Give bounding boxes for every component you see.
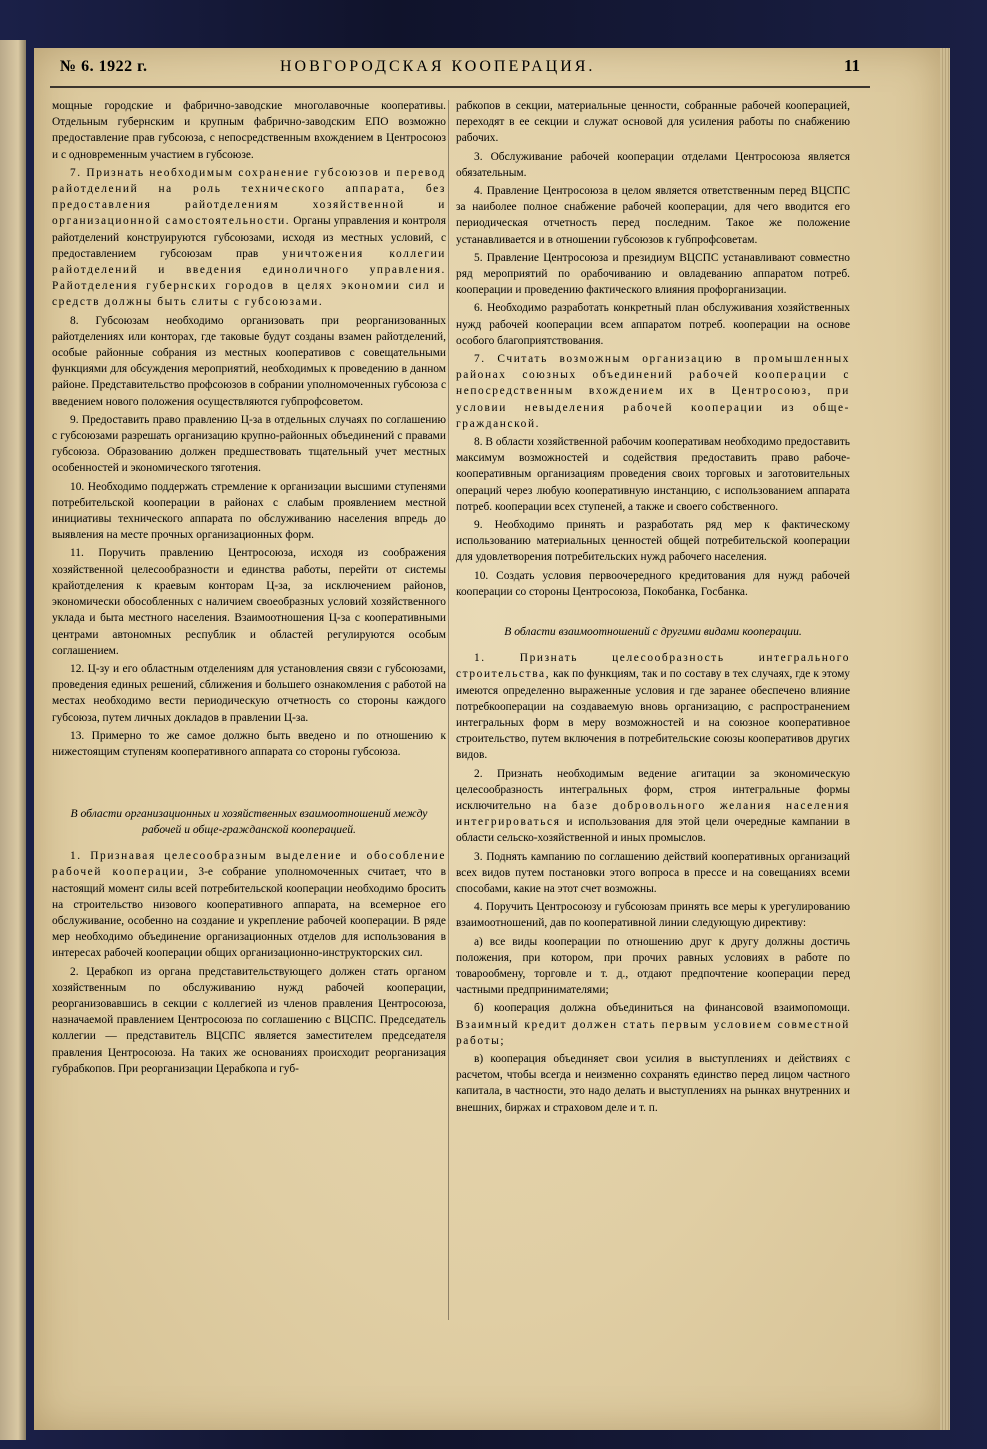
paragraph: 9. Предоставить право правлению Ц-за в отдельных случаях по соглашению с губсоюзами разрешать организацию крупно-районных объединений с правами губсоюза. Образованию должен предшествовать тщательный учет местных особенностей и экономического тяготения. [52,413,446,475]
paragraph: 13. Примерно то же самое должно быть введено и по отношению к нижестоящим ступеням кооперативного аппарата со стороны губсоюза. [52,729,446,758]
paragraph: а) все виды кооперации по отношению друг к другу должны достичь положения, при котором, при прочих равных условиях в работе по товарообмену, торговле и т. д., отдают предпочтение кооперации перед частными предпринимателями; [456,935,850,997]
paragraph: 9. Необходимо принять и разработать ряд мер к фактическому использованию материальных ценностей общей потребительской кооперации для удовлетворения потребительских нужд рабочего населения. [456,519,850,564]
spaced-text: Взаимный кредит должен стать первым условием совместной работы; [456,1018,850,1047]
previous-page-edge [0,40,26,1440]
paragraph [456,1000,850,1049]
page-header [60,58,860,88]
paragraph: 4. Поручить Центросоюзу и губсоюзам принять все меры к урегулированию взаимоотношений, дав по кооперативной линии следующую директиву: [456,901,850,930]
spaced-text: на базе добровольного желания населения интегрироваться [456,799,850,829]
paragraph: 3. Обслуживание рабочей кооперации отделами Центросоюза является обязательным. [456,150,850,179]
right-column [456,98,850,1118]
paragraph: рабкопов в секции, материальные ценности, собранные рабочей кооперацией, переходят в ее секции и служат основой для усиления работы по снабжению рабочих. [456,100,850,145]
paragraph: 8. Губсоюзам необходимо организовать при реорганизованных райотделениях или конторах, где таковые будут созданы взамен райотделений, особые районные собрания из местных кооперативов с совещательными функциями для обсуждения мероприятий, необходимых к проведению в данном районе. Представительство профсоюзов в собрании уполномоченных губсоюза с введением нового положения осуществляются губпрофсоветом. [52,314,446,408]
issue-number: № 6. 1922 г. [60,58,148,75]
paragraph: 5. Правление Центросоюза и президиум ВЦСПС устанавливают совместно ряд мероприятий по орабочиванию и овладеванию аппаратом потреб. кооперации и проведению фактического влияния профорганизации. [456,251,850,297]
spaced-text: 7. Признать необходимым сохранение губсоюзов и перевод райотделений на роль технического аппарата, без предоставления райотделениям хозяйственной и организационной самостоятельности. [52,166,446,228]
paragraph [456,650,850,763]
publication-title: НОВГОРОДСКАЯ КООПЕРАЦИЯ. [280,58,596,75]
text: и использования для этой цели очередные кампании в области сельско-хозяйственной и иных промыслов. [456,816,850,845]
page-stack-edge [940,48,950,1430]
text: 2. Признать необходимым ведение агитации за экономическую целесообразность интегральных форм, строя интегральные формы исключительно [456,767,850,812]
text: как по функциям, так и по составу в тех случаях, где к этому имеются определенно выраженные условия и где заранее обеспечено влияние потребкооперации на создаваемую вновь организацию, с распространением интегральных форм в меру возможностей и на союзное кооперативное строительство, путем включения в потребительские союзы кооперативов других видов. [456,668,850,762]
text: Органы управления и контроля райотделений конструируются губсоюзами, исходя из местных условий, с предоставлением губсоюзам прав [52,215,446,260]
column-divider [448,100,449,1320]
paragraph: 10. Создать условия первоочередного кредитования для нужд рабочей кооперации со стороны Центросоюза, Покобанка, Госбанка. [456,569,850,598]
text: 3-е собрание уполномоченных считает, что в настоящий момент силы всей потребительской кооперации необходимо бросить на строительство низового кооперативного аппарата, на всемерное его обслуживание, особенно на создание и укрепление рабочей кооперации. В ряде мер необходимо объединение организационных отделов для использования в интересах рабочей кооперации общих организационно-инструкторских сил. [52,866,446,960]
spaced-text: уничтожения коллегии райотделений и введения единоличного управления. Райотделения губернских городов в целях экономии сил и средств должны быть слиты с губсоюзами. [52,247,446,309]
paragraph: 10. Необходимо поддержать стремление к организации высшими ступенями потребительской кооперации в районах с слабым проявлением местной инициативы технического аппарата по обслуживанию населения впредь до выявления на месте прочных организационных форм. [52,480,446,542]
paragraph: 6. Необходимо разработать конкретный план обслуживания хозяйственных нужд рабочей кооперации всем аппаратом потреб. кооперации на основе особого благоприятствования. [456,302,850,347]
section-heading: В области организационных и хозяйственных взаимоотношений между рабочей и обще-гражданской кооперацией. [70,807,428,837]
paragraph [456,766,850,847]
paragraph [52,165,446,311]
paragraph: 11. Поручить правлению Центросоюза, исходя из соображения хозяйственной целесообразности и единства работы, перейти от системы крайотделения к краевым конторам Ц-за, за исключением районов, экономически обособленных с наличием своеобразных условий хозяйственного уклада и быта местного населения. Взаимоотношения Ц-за с кооперативными центрами автономных республик и областей регулируются особым соглашением. [52,547,446,657]
left-column [52,98,446,1079]
spaced-text: 1. Признавая целесообразным выделение и обособление рабочей кооперации, [52,850,446,879]
page-number: 11 [843,56,860,75]
paragraph: в) кооперация объединяет свои усилия в выступлениях и действиях с расчетом, чтобы всегда и неизменно сохранять единство перед лицом частного капитала, в частности, это надо делать и выступлениях на рынках внутренних и внешних, биржах и страховом деле и т. п. [456,1052,850,1114]
paragraph [52,848,446,961]
paragraph: 12. Ц-зу и его областным отделениям для установления связи с губсоюзами, проведения единых решений, сближения и большего ознакомления с работой на местах необходимо вести периодическую отчетность со стороны каждого губсоюза, путем личных докладов в правлении Ц-за. [52,662,446,724]
paragraph: 2. Церабкоп из органа представительствующего должен стать органом хозяйственным по обслуживанию нужд рабочей кооперации, реорганизовавшись в секции с коллегией из членов правления Центросоюза, назначаемой правлением Центросоюза по соглашению с ВЦСПС. Председатель коллегии — представитель ВЦСПС является заместителем председателя правления Центросоюза. На таких же основаниях происходит реорганизация губрабкопов. При реорганизации Церабкопа и губ- [52,965,446,1075]
paragraph: 7. Считать возможным организацию в промышленных районах союзных объединений рабочей кооперации с непосредственным вхождением их в Центросоюз, при условии невыделения рабочей кооперации из обще-гражданской. [456,353,850,430]
paragraph: мощные городские и фабрично-заводские многолавочные кооперативы. Отдельным губернским и крупным фабрично-заводским ЕПО возможно предоставление прав губсоюза, с непосредственным вхождением в Центросоюз и с одновременным участием в губсоюзе. [52,100,446,161]
paragraph: 3. Поднять кампанию по соглашению действий кооперативных организаций всех видов путем постановки этого вопроса в прессе и на совещаниях всеми способами, какие на этот счет возможны. [456,850,850,895]
spacer [456,602,850,614]
section-heading: В области взаимоотношений с другими видами кооперации. [504,625,802,639]
paragraph: 8. В области хозяйственной рабочим кооперативам необходимо предоставить максимум возможностей и содействия предоставить право рабоче-кооперативным организациям проведения своих торговых и заготовительных операций через любую кооперативную инстанцию, с использованием аппарата потреб. кооперации всех ступеней, а также и своего собственного. [456,436,850,513]
spaced-text: 1. Признать целесообразность интегрального строительства, [456,652,850,681]
text: б) кооперация должна объединиться на финансовой взаимопомощи. [474,1002,850,1015]
spacer [52,762,446,796]
paragraph: 4. Правление Центросоюза в целом является ответственным перед ВЦСПС за наиболее полное снабжение рабочей кооперации, для чего вводится его периодическая отчетность перед последним. Такое же положение устанавливается и в отношении губсоюзов к губпрофсоветам. [456,185,850,246]
header-rule [50,86,870,88]
